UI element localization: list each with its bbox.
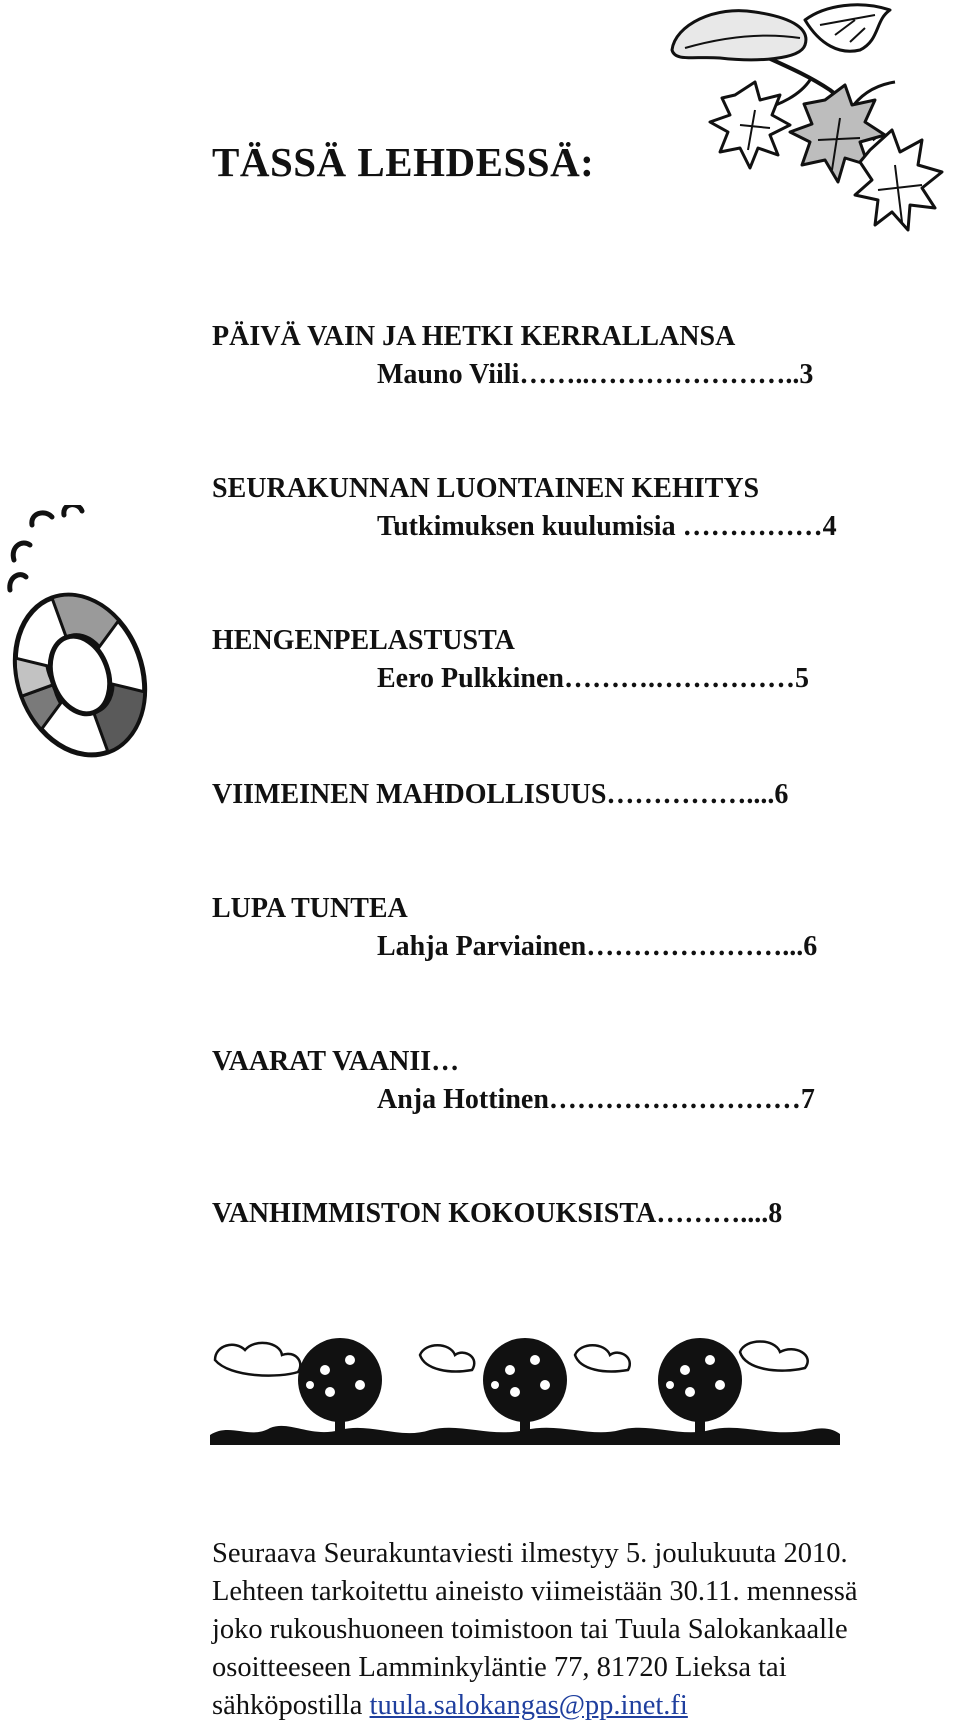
toc-entry — [212, 1195, 932, 1233]
toc-entry-subtitle: Eero Pulkkinen……….……………5 — [377, 663, 809, 694]
info-line: Lehteen tarkoitettu aineisto viimeistään 30.11. mennessä — [212, 1576, 858, 1607]
toc-entry — [212, 1043, 932, 1119]
toc-entry-title: LUPA TUNTEA — [212, 893, 408, 924]
toc-entry-subtitle: Anja Hottinen………………………7 — [377, 1084, 815, 1115]
info-line: joko rukoushuoneen toimistoon tai Tuula Salokankaalle — [212, 1614, 848, 1645]
lifebuoy-icon — [0, 505, 160, 785]
email-prefix: sähköpostilla — [212, 1690, 370, 1721]
toc-entry-title: VIIMEINEN MAHDOLLISUUS……………....6 — [212, 779, 789, 810]
leaves-illustration-icon — [660, 0, 960, 245]
toc-entry-title: SEURAKUNNAN LUONTAINEN KEHITYS — [212, 473, 760, 504]
toc-entry — [212, 890, 932, 966]
toc-entry-title: VAARAT VAANII… — [212, 1046, 460, 1077]
info-line: Seuraava Seurakuntaviesti ilmestyy 5. joulukuuta 2010. — [212, 1538, 848, 1569]
issue-info — [212, 1535, 957, 1725]
toc-entry — [212, 470, 932, 546]
toc-entry — [212, 776, 932, 814]
toc-entry-subtitle: Tutkimuksen kuulumisia ……………4 — [377, 511, 837, 542]
toc-entry — [212, 622, 932, 698]
toc-entry-subtitle: Mauno Viili……..…………………..3 — [377, 359, 814, 390]
toc-entry — [212, 318, 932, 394]
trees-border-icon — [210, 1330, 840, 1455]
info-line-email — [212, 1687, 957, 1725]
info-line: osoitteeseen Lamminkyläntie 77, 81720 Lieksa tai — [212, 1652, 787, 1683]
toc-entry-title: HENGENPELASTUSTA — [212, 625, 515, 656]
page-title: TÄSSÄ LEHDESSÄ: — [212, 139, 595, 185]
toc-entry-title: PÄIVÄ VAIN JA HETKI KERRALLANSA — [212, 321, 736, 352]
toc-entry-title: VANHIMMISTON KOKOUKSISTA………....8 — [212, 1198, 783, 1229]
toc-entry-subtitle: Lahja Parviainen…………………...6 — [377, 931, 818, 962]
email-link[interactable]: tuula.salokangas@pp.inet.fi — [369, 1690, 688, 1721]
